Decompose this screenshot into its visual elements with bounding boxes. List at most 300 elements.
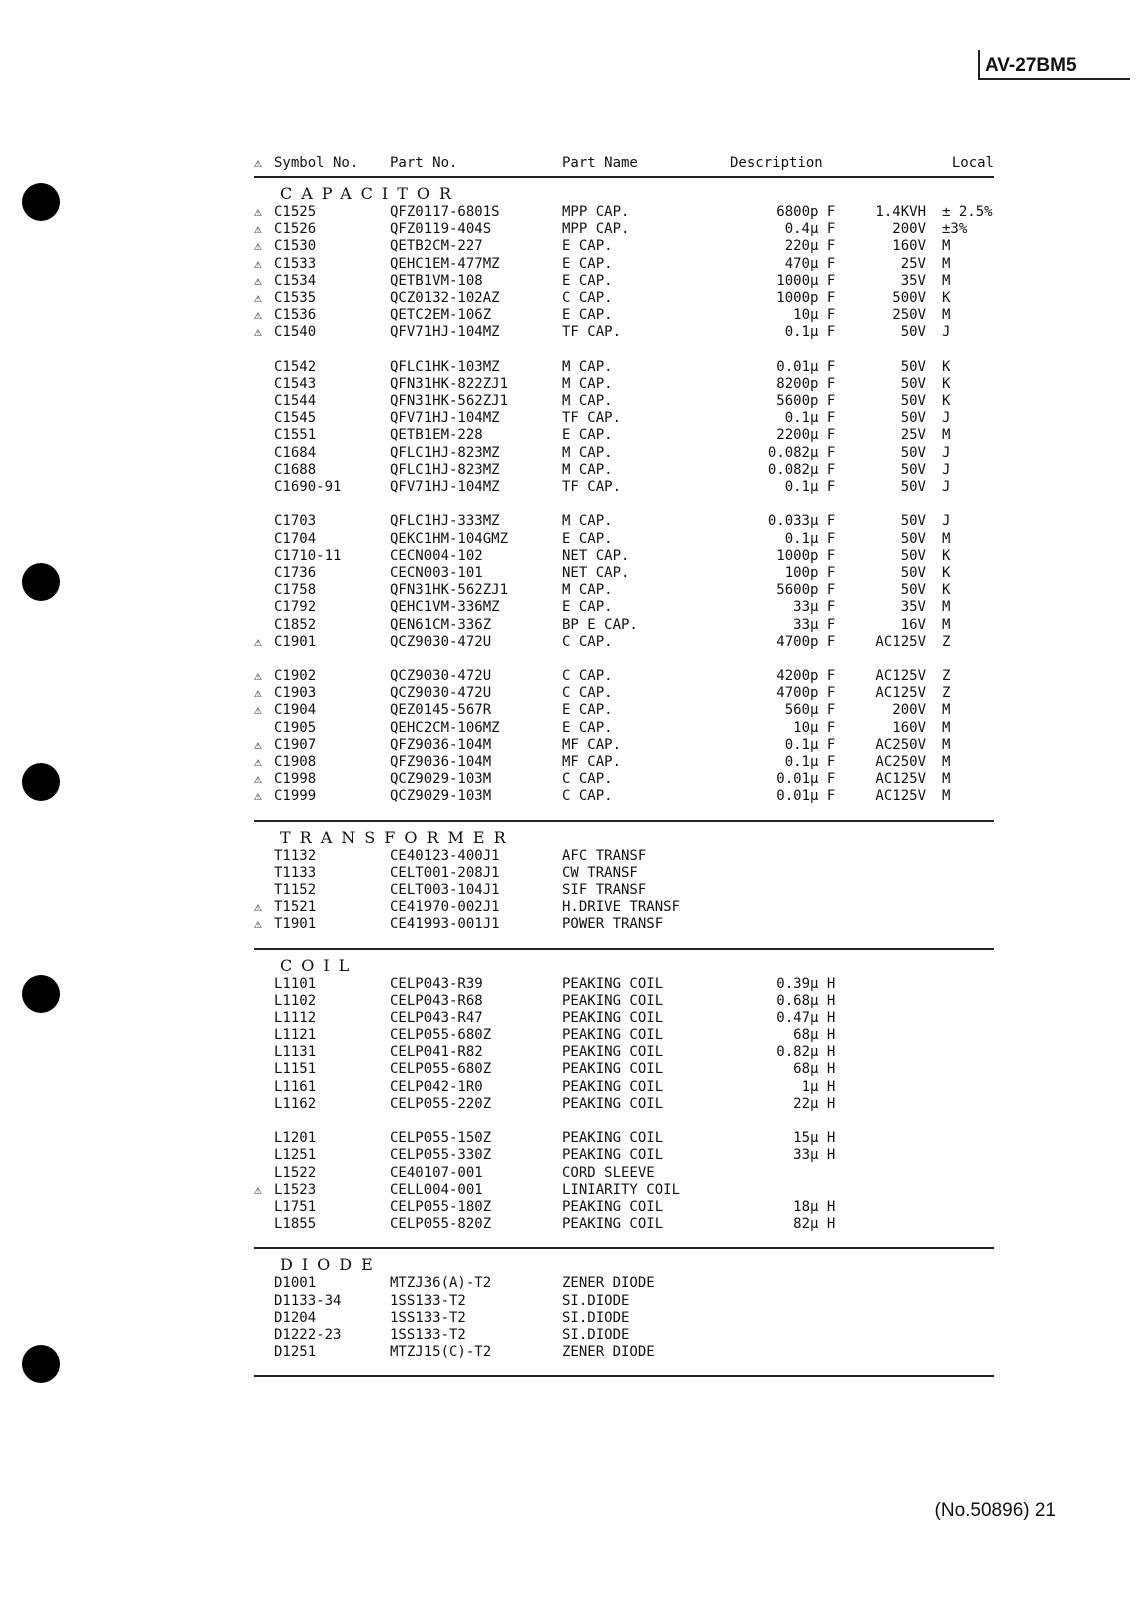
warning-icon: ⚠ xyxy=(254,308,262,324)
tolerance xyxy=(926,1147,982,1164)
warning-icon xyxy=(254,1293,274,1310)
value: 0.4 xyxy=(784,221,810,238)
value: 0.01 xyxy=(776,771,810,788)
warning-icon xyxy=(254,1147,274,1164)
rating: 50V xyxy=(900,513,926,530)
symbol-no: C1905 xyxy=(274,719,317,736)
binder-hole xyxy=(22,563,60,601)
value: 33 xyxy=(793,1147,810,1164)
part-name: M CAP. xyxy=(562,444,613,461)
symbol-no: C1551 xyxy=(274,427,317,444)
value: 0.47 xyxy=(776,1009,810,1026)
part-no: QCZ9029-103M xyxy=(390,788,492,805)
part-name: M CAP. xyxy=(562,358,613,375)
value xyxy=(730,1327,810,1344)
symbol-no: C1535 xyxy=(274,289,317,306)
table-row xyxy=(254,324,994,341)
value: 1000 xyxy=(776,272,810,289)
value: 1000 xyxy=(776,547,810,564)
binder-hole xyxy=(22,975,60,1013)
symbol-no: C1902 xyxy=(274,668,317,685)
rating: 50V xyxy=(900,530,926,547)
tolerance xyxy=(926,1027,982,1044)
part-name: E CAP. xyxy=(562,719,613,736)
unit: µ F xyxy=(810,410,836,427)
tolerance: K xyxy=(942,393,951,410)
tolerance: K xyxy=(942,582,951,599)
part-no: CE41993-001J1 xyxy=(390,916,500,933)
symbol-no: C1534 xyxy=(274,272,317,289)
part-name: E CAP. xyxy=(562,427,613,444)
rating: AC250V xyxy=(875,754,926,770)
part-no: CELP055-220Z xyxy=(390,1095,492,1112)
part-name: PEAKING COIL xyxy=(562,1095,664,1112)
section-rule xyxy=(254,948,994,950)
value: 1000 xyxy=(776,289,810,306)
part-name: CW TRANSF xyxy=(562,864,638,881)
header-local: Local xyxy=(951,155,994,171)
rating: 50V xyxy=(900,479,926,495)
value: 0.1 xyxy=(784,410,810,427)
part-name: PEAKING COIL xyxy=(562,1216,664,1233)
value: 0.1 xyxy=(784,736,810,753)
warning-icon: ⚠ xyxy=(254,703,262,719)
tolerance: M xyxy=(942,530,951,547)
part-no: QEKC1HM-104GMZ xyxy=(390,530,509,547)
table-row xyxy=(254,410,994,427)
part-no: CELP055-680Z xyxy=(390,1061,492,1078)
value: 100 xyxy=(784,564,810,581)
value: 560 xyxy=(784,702,810,719)
rating: 35V xyxy=(900,599,926,616)
symbol-no: C1544 xyxy=(274,393,317,410)
symbol-no: C1710-11 xyxy=(274,547,342,564)
rating xyxy=(864,1061,926,1078)
unit xyxy=(810,1327,864,1344)
unit: p F xyxy=(810,633,836,650)
warning-icon: ⚠ xyxy=(254,256,262,272)
group-spacer xyxy=(254,1113,994,1130)
symbol-no: C1704 xyxy=(274,530,317,547)
part-name: ZENER DIODE xyxy=(562,1344,655,1361)
unit xyxy=(810,899,864,916)
tolerance: M xyxy=(942,616,951,633)
table-row xyxy=(254,427,994,444)
symbol-no: D1204 xyxy=(274,1309,317,1326)
table-row xyxy=(254,376,994,393)
rating: 200V xyxy=(892,702,926,719)
value: 33 xyxy=(793,599,810,616)
part-name: C CAP. xyxy=(562,289,613,306)
part-no: CE40107-001 xyxy=(390,1164,483,1181)
symbol-no: C1904 xyxy=(274,702,317,719)
part-name: NET CAP. xyxy=(562,547,630,564)
unit: p F xyxy=(810,393,836,410)
tolerance: K xyxy=(942,375,951,392)
part-name: PEAKING COIL xyxy=(562,1130,664,1147)
tolerance: K xyxy=(942,358,951,375)
warning-icon xyxy=(254,1027,274,1044)
value: 0.82 xyxy=(776,1044,810,1061)
warning-icon xyxy=(254,1310,274,1327)
part-no: QFZ9036-104M xyxy=(390,736,492,753)
part-name: BP E CAP. xyxy=(562,616,638,633)
rating xyxy=(864,1275,926,1292)
part-name: E CAP. xyxy=(562,307,613,324)
part-no: QFZ9036-104M xyxy=(390,754,492,770)
part-no: CELP055-330Z xyxy=(390,1147,492,1164)
unit: µ F xyxy=(810,479,836,495)
rating xyxy=(864,1293,926,1310)
rating xyxy=(864,865,926,882)
unit: µ H xyxy=(810,1044,836,1061)
section-title: DIODE xyxy=(280,1255,382,1275)
part-name: M CAP. xyxy=(562,375,613,392)
symbol-no: C1908 xyxy=(274,754,317,770)
tolerance: M xyxy=(942,719,951,736)
model-divider xyxy=(978,50,980,80)
rating: 35V xyxy=(900,272,926,289)
rating xyxy=(864,993,926,1010)
unit: p F xyxy=(810,547,836,564)
table-row xyxy=(254,1096,994,1113)
part-no: QFV71HJ-104MZ xyxy=(390,324,500,341)
unit: µ F xyxy=(810,221,836,238)
symbol-no: D1001 xyxy=(274,1275,317,1292)
tolerance: M xyxy=(942,599,951,616)
warning-icon: ⚠ xyxy=(254,325,262,341)
tolerance xyxy=(926,1044,982,1061)
part-no: 1SS133-T2 xyxy=(390,1292,466,1309)
table-row xyxy=(254,720,994,737)
rating: 50V xyxy=(900,547,926,564)
table-row xyxy=(254,513,994,530)
value xyxy=(730,899,810,916)
symbol-no: T1901 xyxy=(274,916,317,933)
unit: µ H xyxy=(810,1009,836,1026)
value: 2200 xyxy=(776,427,810,444)
table-row xyxy=(254,848,994,865)
part-name: SI.DIODE xyxy=(562,1326,630,1343)
tolerance xyxy=(926,1344,982,1361)
table-row xyxy=(254,788,994,805)
part-name: PEAKING COIL xyxy=(562,992,664,1009)
unit: µ F xyxy=(810,307,836,324)
table-row xyxy=(254,1293,994,1310)
unit xyxy=(810,865,864,882)
section-title: TRANSFORMER xyxy=(280,827,515,847)
table-row xyxy=(254,479,994,496)
rating xyxy=(864,1027,926,1044)
model-number: AV-27BM5 xyxy=(985,55,1077,76)
unit: µ H xyxy=(810,1147,836,1164)
part-name: AFC TRANSF xyxy=(562,847,647,864)
warning-icon xyxy=(254,565,274,582)
warning-icon xyxy=(254,720,274,737)
rating xyxy=(864,1182,926,1199)
rating xyxy=(864,1165,926,1182)
unit: µ F xyxy=(810,754,836,770)
table-row xyxy=(254,1344,994,1361)
table-row xyxy=(254,993,994,1010)
page-number: (No.50896) 21 xyxy=(934,1500,1056,1521)
warning-icon xyxy=(254,393,274,410)
unit: µ H xyxy=(810,1216,836,1233)
part-name: SIF TRANSF xyxy=(562,881,647,898)
unit: µ F xyxy=(810,272,836,289)
table-row xyxy=(254,238,994,255)
value: 5600 xyxy=(776,393,810,410)
tolerance xyxy=(926,1130,982,1147)
tolerance xyxy=(926,1293,982,1310)
warning-icon xyxy=(254,1275,274,1292)
warning-icon xyxy=(254,617,274,634)
section-rule xyxy=(254,1375,994,1377)
part-name: TF CAP. xyxy=(562,324,622,341)
warning-icon xyxy=(254,359,274,376)
part-no: QEHC2CM-106MZ xyxy=(390,719,500,736)
value xyxy=(730,1310,810,1327)
part-no: QETC2EM-106Z xyxy=(390,307,492,324)
value xyxy=(730,1344,810,1361)
table-row xyxy=(254,1044,994,1061)
value: 220 xyxy=(784,238,810,255)
tolerance xyxy=(926,1096,982,1113)
table-row xyxy=(254,221,994,238)
part-no: CELP041-R82 xyxy=(390,1044,483,1061)
table-row xyxy=(254,1010,994,1027)
tolerance: J xyxy=(942,410,951,427)
warning-icon: ⚠ xyxy=(254,155,262,171)
tolerance xyxy=(926,848,982,865)
part-name: M CAP. xyxy=(562,393,613,410)
table-row xyxy=(254,668,994,685)
symbol-no: L1101 xyxy=(274,975,317,992)
rating: 250V xyxy=(892,307,926,324)
tolerance: Z xyxy=(942,685,951,702)
part-no: CELP055-150Z xyxy=(390,1130,492,1147)
value: 0.1 xyxy=(784,530,810,547)
unit: p F xyxy=(810,668,836,685)
rating xyxy=(864,1010,926,1027)
part-name: E CAP. xyxy=(562,255,613,272)
value: 0.1 xyxy=(784,754,810,770)
part-name: ZENER DIODE xyxy=(562,1275,655,1292)
tolerance: M xyxy=(942,238,951,255)
value: 0.082 xyxy=(767,461,810,478)
tolerance: M xyxy=(942,272,951,289)
warning-icon xyxy=(254,1344,274,1361)
symbol-no: T1132 xyxy=(274,847,317,864)
symbol-no: C1530 xyxy=(274,238,317,255)
table-row xyxy=(254,737,994,754)
unit: µ F xyxy=(810,444,836,461)
part-no: QEZ0145-567R xyxy=(390,702,492,719)
rating xyxy=(864,848,926,865)
symbol-no: L1751 xyxy=(274,1198,317,1215)
warning-icon: ⚠ xyxy=(254,789,262,805)
table-row xyxy=(254,1027,994,1044)
tolerance xyxy=(926,1182,982,1199)
section-title: COIL xyxy=(280,955,359,975)
part-no: CELP043-R68 xyxy=(390,992,483,1009)
warning-icon: ⚠ xyxy=(254,273,262,289)
part-no: MTZJ15(C)-T2 xyxy=(390,1344,492,1361)
warning-icon: ⚠ xyxy=(254,239,262,255)
part-no: CE41970-002J1 xyxy=(390,899,500,916)
part-name: MPP CAP. xyxy=(562,221,630,238)
warning-icon xyxy=(254,976,274,993)
value: 0.1 xyxy=(784,479,810,495)
value: 68 xyxy=(793,1061,810,1078)
warning-icon xyxy=(254,1061,274,1078)
value: 4700 xyxy=(776,633,810,650)
tolerance xyxy=(926,882,982,899)
warning-icon xyxy=(254,479,274,496)
part-no: QFN31HK-562ZJ1 xyxy=(390,393,509,410)
warning-icon: ⚠ xyxy=(254,290,262,306)
unit xyxy=(810,1275,864,1292)
tolerance: J xyxy=(942,479,951,495)
table-row xyxy=(254,899,994,916)
symbol-no: C1736 xyxy=(274,564,317,581)
value: 22 xyxy=(793,1095,810,1112)
value: 0.39 xyxy=(776,975,810,992)
value: 0.01 xyxy=(776,358,810,375)
part-no: CELP042-1R0 xyxy=(390,1078,483,1095)
unit: µ F xyxy=(810,461,836,478)
table-row xyxy=(254,1061,994,1078)
part-name: C CAP. xyxy=(562,788,613,805)
unit: µ F xyxy=(810,719,836,736)
header-part-no: Part No. xyxy=(390,155,458,171)
symbol-no: D1251 xyxy=(274,1344,317,1361)
group-spacer xyxy=(254,496,994,513)
unit: p F xyxy=(810,582,836,599)
table-row xyxy=(254,1147,994,1164)
rating: 50V xyxy=(900,564,926,581)
tolerance: J xyxy=(942,513,951,530)
tolerance: M xyxy=(942,771,951,788)
unit: µ H xyxy=(810,975,836,992)
symbol-no: L1855 xyxy=(274,1216,317,1233)
unit: µ F xyxy=(810,616,836,633)
warning-icon: ⚠ xyxy=(254,772,262,788)
tolerance xyxy=(926,1310,982,1327)
tolerance xyxy=(926,1216,982,1233)
symbol-no: C1907 xyxy=(274,736,317,753)
part-no: QFLC1HJ-823MZ xyxy=(390,444,500,461)
unit: µ H xyxy=(810,1095,836,1112)
symbol-no: C1758 xyxy=(274,582,317,599)
part-no: CECN004-102 xyxy=(390,547,483,564)
unit: µ F xyxy=(810,736,836,753)
part-no: CELP043-R39 xyxy=(390,975,483,992)
value: 82 xyxy=(793,1216,810,1233)
rating: 50V xyxy=(900,410,926,427)
part-name: E CAP. xyxy=(562,272,613,289)
part-no: QFZ0119-404S xyxy=(390,221,492,238)
warning-icon xyxy=(254,1327,274,1344)
unit: µ H xyxy=(810,1130,836,1147)
rating: 160V xyxy=(892,238,926,255)
table-row xyxy=(254,548,994,565)
tolerance xyxy=(926,916,982,933)
table-row xyxy=(254,685,994,702)
warning-icon: ⚠ xyxy=(254,205,262,220)
table-row xyxy=(254,1182,994,1199)
tolerance: J xyxy=(942,444,951,461)
unit: µ F xyxy=(810,788,836,805)
unit xyxy=(810,1344,864,1361)
symbol-no: C1703 xyxy=(274,513,317,530)
symbol-no: L1522 xyxy=(274,1164,317,1181)
part-name: CORD SLEEVE xyxy=(562,1164,655,1181)
table-row xyxy=(254,445,994,462)
warning-icon: ⚠ xyxy=(254,1182,262,1198)
tolerance: Z xyxy=(942,668,951,685)
part-name: POWER TRANSF xyxy=(562,916,664,933)
unit: µ H xyxy=(810,1061,836,1078)
rating: 160V xyxy=(892,719,926,736)
warning-icon xyxy=(254,462,274,479)
part-name: PEAKING COIL xyxy=(562,1044,664,1061)
table-row xyxy=(254,359,994,376)
tolerance xyxy=(926,899,982,916)
value: 10 xyxy=(793,719,810,736)
table-row xyxy=(254,976,994,993)
part-no: QCZ9030-472U xyxy=(390,668,492,685)
value: 0.082 xyxy=(767,444,810,461)
section-rule xyxy=(254,1247,994,1249)
section-title: CAPACITOR xyxy=(280,184,461,203)
binder-hole xyxy=(22,183,60,221)
symbol-no: L1161 xyxy=(274,1078,317,1095)
symbol-no: C1998 xyxy=(274,771,317,788)
value: 6800 xyxy=(776,204,810,220)
symbol-no: L1121 xyxy=(274,1027,317,1044)
value: 0.01 xyxy=(776,788,810,805)
tolerance xyxy=(926,1327,982,1344)
table-row xyxy=(254,617,994,634)
rating: 1.4KVH xyxy=(875,204,926,220)
unit xyxy=(810,916,864,933)
tolerance: K xyxy=(942,564,951,581)
value xyxy=(730,882,810,899)
value xyxy=(730,1165,810,1182)
binder-hole xyxy=(22,763,60,801)
table-row xyxy=(254,307,994,324)
value xyxy=(730,1182,810,1199)
table-row xyxy=(254,865,994,882)
warning-icon: ⚠ xyxy=(254,669,262,685)
warning-icon: ⚠ xyxy=(254,222,262,238)
rating: AC125V xyxy=(875,788,926,805)
part-no: CELP055-680Z xyxy=(390,1027,492,1044)
tolerance: M xyxy=(942,427,951,444)
unit: p F xyxy=(810,685,836,702)
value: 4200 xyxy=(776,668,810,685)
tolerance xyxy=(926,865,982,882)
symbol-no: C1792 xyxy=(274,599,317,616)
rating: 200V xyxy=(892,221,926,238)
table-row xyxy=(254,1275,994,1292)
rating xyxy=(864,1096,926,1113)
part-no: QEHC1VM-336MZ xyxy=(390,599,500,616)
warning-icon xyxy=(254,445,274,462)
table-row xyxy=(254,273,994,290)
part-no: MTZJ36(A)-T2 xyxy=(390,1275,492,1292)
